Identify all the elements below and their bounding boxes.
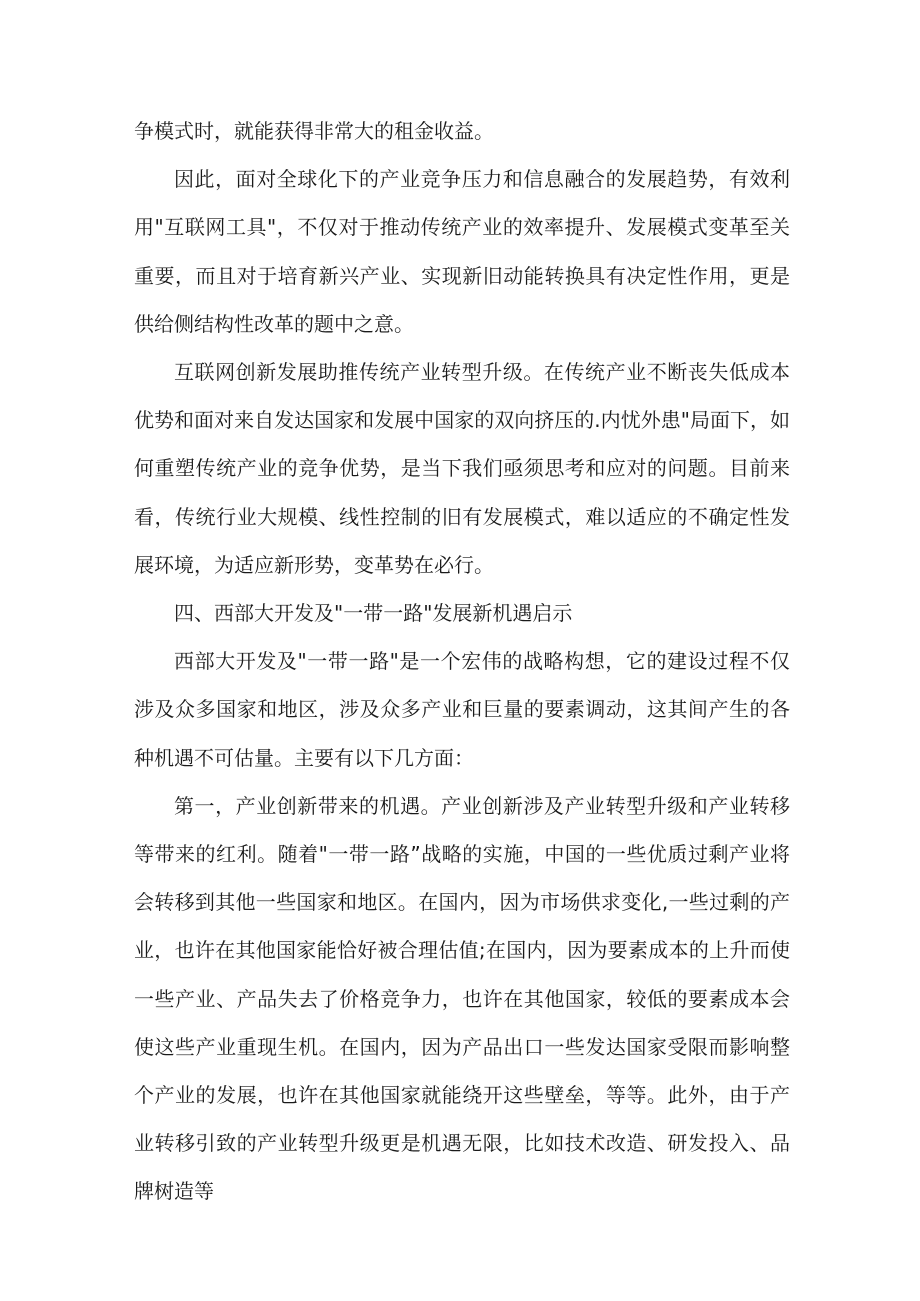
paragraph-belt-road-intro: 西部大开发及"一带一路"是一个宏伟的战略构想，它的建设过程不仅涉及众多国家和地区，涉及众多产业和巨量的要素调动，这其间产生的各种机遇不可估量。主要有以下几方面：	[134, 649, 790, 770]
paragraph-traditional-industry: 互联网创新发展助推传统产业转型升级。在传统产业不断丧失低成本优势和面对来自发达国家和发展中国家的双向挤压的.内忧外患"局面下，如何重塑传统产业的竞争优势，是当下我们亟须思考和应对的问题。目前来看，传统行业大规模、线性控制的旧有发展模式，难以适应的不确定性发展环境，为适应新形势，变革势在必行。	[134, 360, 790, 577]
document-body	[134, 107, 790, 1216]
paragraph-internet-tools: 因此，面对全球化下的产业竞争压力和信息融合的发展趋势，有效利用"互联网工具"，不仅对于推动传统产业的效率提升、发展模式变革至关重要，而且对于培育新兴产业、实现新旧动能转换具有决定性作用，更是供给侧结构性改革的题中之意。	[134, 167, 790, 336]
section-heading: 四、西部大开发及"一带一路"发展新机遇启示	[174, 601, 573, 626]
paragraph-first-opportunity: 第一，产业创新带来的机遇。产业创新涉及产业转型升级和产业转移等带来的红利。随着"一带一路”战略的实施，中国的一些优质过剩产业将会转移到其他一些国家和地区。在国内，因为市场供求变化,一些过剩的产业，也许在其他国家能恰好被合理估值;在国内，因为要素成本的上升而使一些产业、产品失去了价格竞争力，也许在其他国家，较低的要素成本会使这些产业重现生机。在国内，因为产品出口一些发达国家受限而影响整个产业的发展，也许在其他国家就能绕开这些壁垒，等等。此外，由于产业转移引致的产业转型升级更是机遇无限，比如技术改造、研发投入、品牌树造等	[134, 793, 790, 1204]
paragraph-continuation: 争模式时，就能获得非常大的租金收益。	[134, 119, 494, 143]
